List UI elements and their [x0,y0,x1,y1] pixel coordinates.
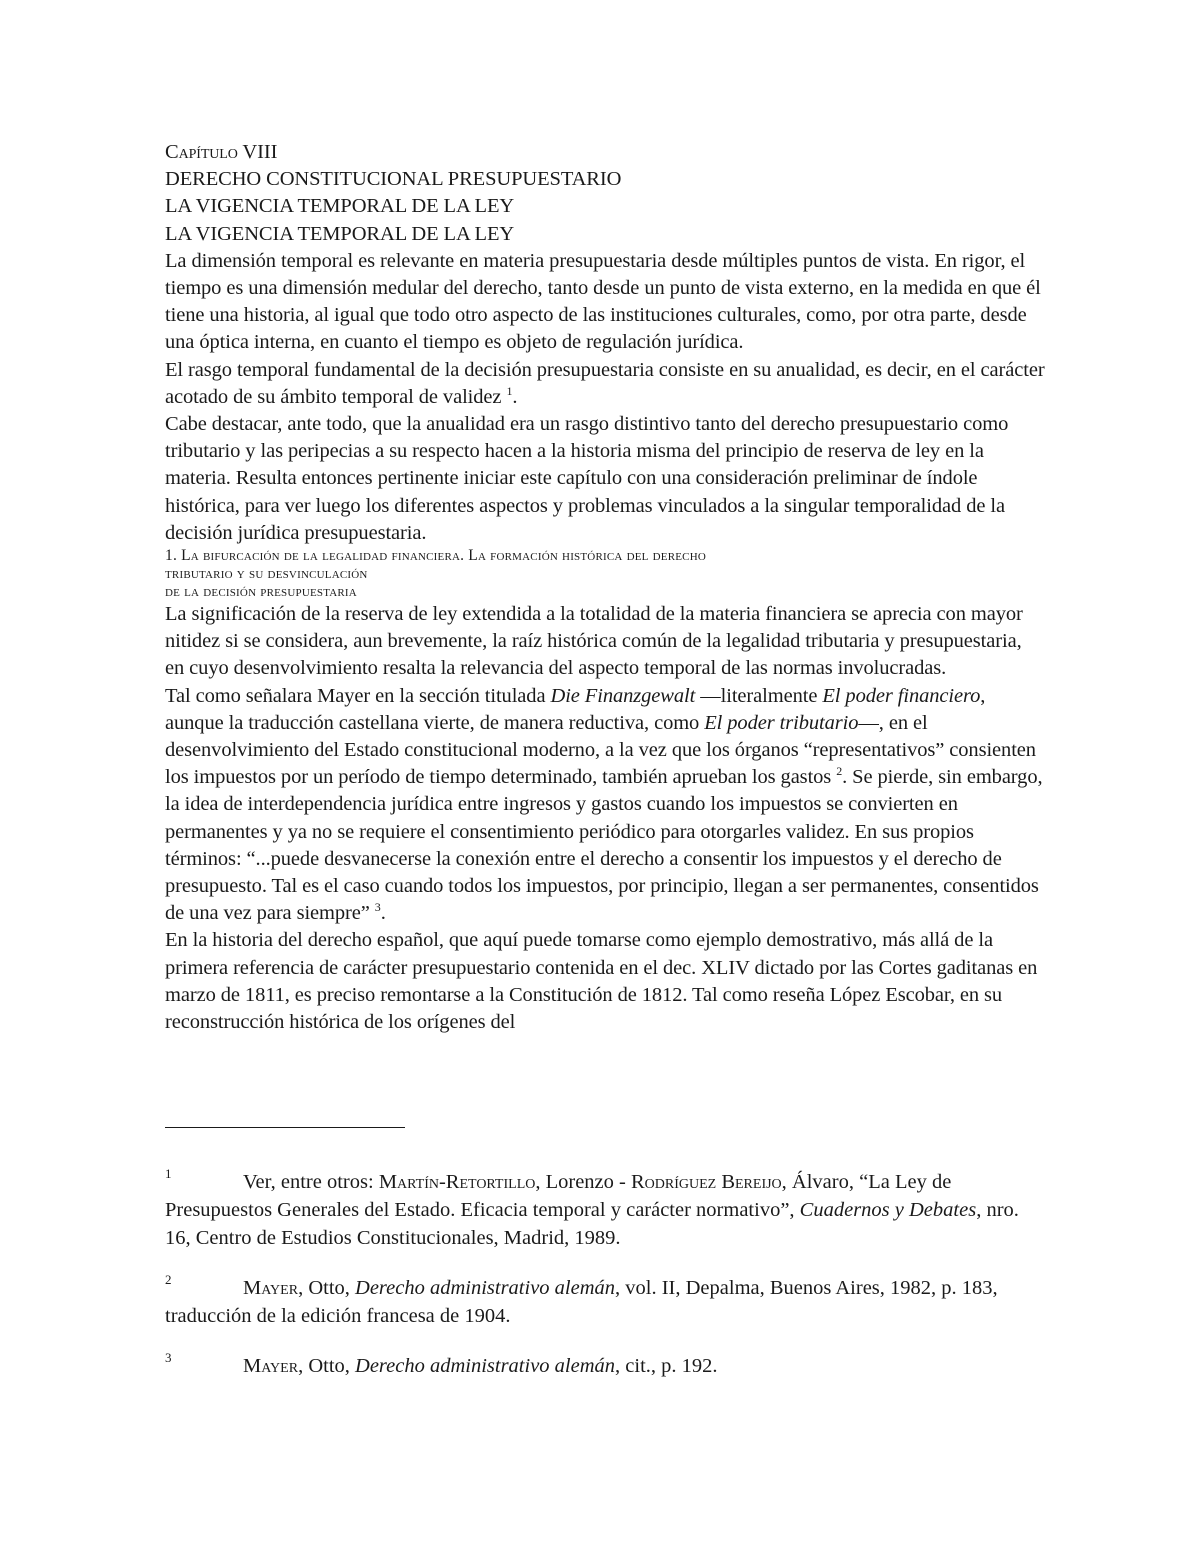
footnote-ref-1[interactable]: 1 [506,383,513,398]
paragraph-5-text-c: , aunque la traducción castellana vierte, de manera reductiva, como [165,684,986,734]
italic-el-poder-financiero: El poder financiero [822,684,981,707]
footnote-separator [165,1127,405,1128]
paragraph-5-text-d: —, en el desenvolvimiento del Estado constitucional moderno, a la vez que los órganos “representativos” consienten los impuestos por un período de tiempo determinado, también aprueban los gastos [165,711,1036,789]
footnote-1-text-b: , Lorenzo - [535,1171,631,1193]
paragraph-2 [165,357,1045,411]
footnote-1-text-a: Ver, entre otros: [243,1171,379,1193]
footnote-3 [165,1352,1045,1380]
section-heading-line-2: tributario y su desvinculación [165,565,368,583]
footnote-number-3: 3 [165,1350,172,1365]
paragraph-5-text-a: Tal como señalara Mayer en la sección titulada [165,684,551,707]
italic-el-poder-tributario: El poder tributario [704,711,859,734]
footnote-3-text-b: , cit., p. 192. [615,1355,718,1377]
paragraph-2-end: . [512,385,518,408]
footnote-1 [165,1168,1045,1252]
footnotes [165,1168,1045,1380]
footnote-2 [165,1274,1045,1330]
footnote-number-1: 1 [165,1166,172,1181]
part-title: DERECHO CONSTITUCIONAL PRESUPUESTARIO [165,168,622,191]
footnote-number-2: 2 [165,1272,172,1287]
footnote-3-author: Mayer [243,1355,299,1377]
section-heading [165,547,1045,601]
footnote-3-title: Derecho administrativo alemán [355,1355,616,1377]
chapter-label: Capítulo VIII [165,141,278,163]
paragraph-5-text-e: . Se pierde, sin embargo, la idea de interdependencia jurídica entre ingresos y gastos cuando los impuestos se convierten en permanentes y ya no se requiere el consentimiento periódico para otorgarles validez. En sus propios términos: “...puede desvanecerse la conexión entre el derecho a consentir los impuestos y el derecho de presupuesto. Tal es el caso cuando todos los impuestos, por principio, llegan a ser permanentes, consentidos de una vez para siempre” [165,766,1043,925]
paragraph-5-text-f: . [380,902,386,925]
paragraph-3: Cabe destacar, ante todo, que la anualidad era un rasgo distintivo tanto del derecho presupuestario como tributario y las peripecias a su respecto hacen a la historia misma del principio de reserva de ley en la materia. Resulta entonces pertinente iniciar este capítulo con una consideración preliminar de índole histórica, para ver luego los diferentes aspectos y problemas vinculados a la singular temporalidad de la decisión jurídica presupuestaria. [165,413,1009,544]
footnote-1-author-2: Rodríguez Bereijo [630,1171,782,1193]
section-heading-line-3: de la decisión presupuestaria [165,583,357,601]
footnote-1-text-d: , nro. 16, Centro de Estudios Constitucionales, Madrid, 1989. [165,1199,1019,1249]
footnote-1-title: Cuadernos y Debates [799,1199,977,1221]
body-text [165,139,1045,1036]
footnote-1-author-1: Martín-Retortillo [378,1171,536,1193]
paragraph-5-text-b: —literalmente [695,684,823,707]
footnote-ref-2[interactable]: 2 [836,764,843,779]
footnote-2-title: Derecho administrativo alemán [355,1277,616,1299]
chapter-title: LA VIGENCIA TEMPORAL DE LA LEY [165,195,515,218]
paragraph-1: La dimensión temporal es relevante en materia presupuestaria desde múltiples puntos de vista. En rigor, el tiempo es una dimensión medular del derecho, tanto desde un punto de vista externo, en la medida en que él tiene una historia, al igual que todo otro aspecto de las instituciones culturales, como, por otra parte, desde una óptica interna, en cuanto el tiempo es objeto de regulación jurídica. [165,249,1041,354]
section-heading-line-1: 1. La bifurcación de la legalidad financiera. La formación histórica del derecho [165,547,706,565]
footnote-3-text-a: , Otto, [298,1355,356,1377]
chapter-title-repeat: LA VIGENCIA TEMPORAL DE LA LEY [165,222,515,245]
footnote-2-text-b: , vol. II, Depalma, Buenos Aires, 1982, p. 183, traducción de la edición francesa de 1904. [165,1277,998,1327]
footnote-2-text-a: , Otto, [298,1277,356,1299]
paragraph-6: En la historia del derecho español, que aquí puede tomarse como ejemplo demostrativo, más allá de la primera referencia de carácter presupuestario contenida en el dec. XLIV dictado por las Cortes gaditanas en marzo de 1811, es preciso remontarse a la Constitución de 1812. Tal como reseña López Escobar, en su reconstrucción histórica de los orígenes del [165,929,1038,1034]
footnote-ref-3[interactable]: 3 [374,900,381,915]
footnote-2-author: Mayer [243,1277,299,1299]
paragraph-2-text: El rasgo temporal fundamental de la decisión presupuestaria consiste en su anualidad, es decir, en el carácter acotado de su ámbito temporal de validez [165,358,1045,408]
paragraph-4: La significación de la reserva de ley extendida a la totalidad de la materia financiera se aprecia con mayor nitidez si se considera, aun brevemente, la raíz histórica común de la legalidad tributaria y presupuestaria, en cuyo desenvolvimiento resalta la relevancia del aspecto temporal de las normas involucradas. [165,603,1023,680]
paragraph-5 [165,683,1045,928]
footnote-1-text-c: , Álvaro, “La Ley de Presupuestos Generales del Estado. Eficacia temporal y carácter normativo”, [165,1171,952,1221]
italic-die-finanzgewalt: Die Finanzgewalt [550,684,696,707]
